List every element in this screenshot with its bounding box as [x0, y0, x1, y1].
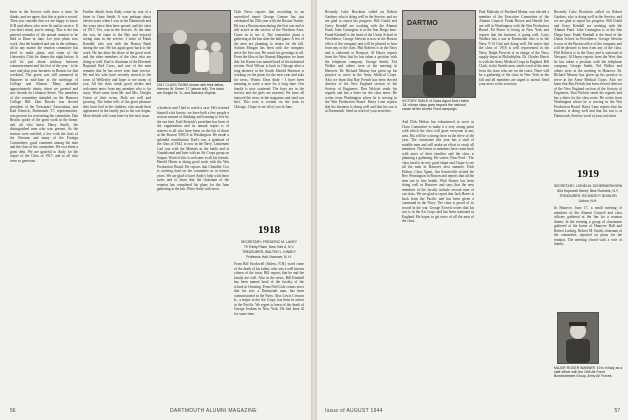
right-column-4-continued: [554, 206, 622, 306]
right-column-4-continued-text: In Hanover, June 17, a small meeting of members of the Alumni Council and class officers gathered at the Inn for a reunion dinner. In the evening a group of classmates gathered at the home of Hanover Hall and Robert Ludwig. Robert M. Smith, chairman of the committee, reported on plans for the reunion. The meeting closed with a vote of thanks.: [554, 206, 622, 246]
major-warner-caption: MAJOR ROGER WARNER '19 is in Italy as a staff officer with the 15th Air Force Bombardment Group, Army Air Forces.: [554, 366, 622, 379]
left-column-3: [157, 106, 229, 400]
class-twins-photo-art: [158, 11, 230, 81]
secretary-1919: SECRETARY, LIONELM. SCHERMERHORN: [554, 184, 623, 188]
right-column-2-text: And Dick Holton has volunteered to serve as Class Committee to make it a very strong point with which the class will greet everyone in any area. His will be a strong force in the drive of the year. The committee this year has a staff of notable men and will make an effort to reach all members. The letters to members have come back with news of their families and the class is planning a gathering. He writes: Dear Fred - The class fund is in very good shape and I hope to see all the men in Hanover next summer. Dick Holton, Class Agent. Jim Somerville visited the Rev. Pennington in Boston and reports that all the men are in fine health. Walt Kinsey has been doing well in Hanover and says that the new members of the faculty include several men of our class. We are glad to report that Jack Harris is back from the Pacific and has been given a command in the Navy. The class is proud of its record in the war. George Everett writes that his son is in the Air Corps and has been stationed in England. He hopes to get news of all the men of the class.: [402, 120, 474, 223]
right-column-1-text: Recently Luke Brockton called on Robert Gardner, who is doing well in the Service, and we are glad to report his progress. Bill Gould and Gerry Kendall are working with the Alumni Fund. John Carrington is at the San Diego base. Frank Kimball is the head of the Union School in Providence. George Stevens is now at the Boston office of the company and will be pleased to hear from any of the class. Phil Roberts is in the Navy and is stationed at Newport. Al Hayes reports from the West that he has taken a position with the telephone company. George Smith, Ted Walker and others were at the meeting in Hanover. Dr. Richard Murray has given up his practice to serve in the Army Medical Corps. Also we learn that Ray French has been elected director of the New England section of the Society of Engineers. Don Wolcott sends his regards and has a letter for the class notes. He writes from Washington where he is serving in the War Production Board. Harry Lane reports that his business is doing well and that his son is at Dartmouth. Send us word of your activities.: [325, 10, 397, 113]
right-folio: 57: [614, 408, 620, 414]
left-column-4-continued: [234, 262, 304, 392]
college-1919: Lisbon, N.H.: [578, 199, 598, 203]
class-year-1918: 1918: [258, 224, 280, 236]
class-agent-photo: [402, 10, 476, 98]
class-year-1919: 1919: [577, 168, 599, 180]
class-twins-photo: [157, 10, 231, 82]
left-column-4-text: Club News reports that according to an unverified report George Conner has just celebrated his 25th year with the Boston Transit. He was a Boston man during the first war and is still active in the service of the Northern Area. Come in to see it. The committee plans a gathering at the Inn after the ball game. A few of the men are planning to return for the fall. Ashton Morgan has been with the company since the first war. He sends his greetings to all. From the files of the Alumni Magazine we learn that Joe Keane was named head of the industrial section. Fred Wilson is back in Chicago after a long absence in the South. Harold Harrison is working on the plans for the next year and asks for news. Writes: Dear Andy - I have been meaning to write a note for a long time. Our family is now scattered. The boys are in the service and the girls are married. We have all enjoyed the news in the magazine and send our best. This note is written on the train to Chicago. I hope to see all of you in June.: [234, 10, 304, 109]
svg-text:DARTMO: DARTMO: [407, 20, 438, 27]
class-agent-photo-art: [403, 11, 475, 97]
secretary-1918: SECRETARY, FREDERIC M. LAHEY: [241, 240, 297, 244]
left-column-4-continued-text: From Bill Stockwell (Salem, N.H.) word came of the death of his father, who was a well known citizen of the town. Bill reports that he and the family are well. Also in the news, Bill Kimball has been named head of the faculty of the school in Ossining. From Ned Lisle comes news that his son, a Dartmouth man, has been commissioned in the Navy. Also Lewis Cresson Jr., a major in the Air Corps, has been in action in the Pacific. We regret to learn of the death of George Jenkins in New York. He had been ill for some time.: [234, 262, 304, 316]
right-footer: Issue of AUGUST 1944: [325, 408, 383, 414]
right-column-1: [325, 10, 397, 400]
right-column-3: [479, 10, 549, 400]
right-column-4-text: Recently Luke Brockton called on Robert Gardner, who is doing well in the Service, and we are glad to report his progress. Bill Gould and Gerry Kendall are working with the Alumni Fund. John Carrington is at the San Diego base. Frank Kimball is the head of the Union School in Providence. George Stevens is now at the Boston office of the company and will be pleased to hear from any of the class. Phil Roberts is in the Navy and is stationed at Newport. Al Hayes reports from the West that he has taken a position with the telephone company. George Smith, Ted Walker and others were at the meeting in Hanover. Dr. Richard Murray has given up his practice to serve in the Army Medical Corps. Also we learn that Ray French has been elected director of the New England section of the Society of Engineers. Don Wolcott sends his regards and has a letter for the class notes. He writes from Washington where he is serving in the War Production Board. Harry Lane reports that his business is doing well and that his son is at Dartmouth. Send us word of your activities.: [554, 10, 622, 118]
treasurer-1919: TREASURER, RICHARD P. BOWLER: [559, 194, 617, 198]
major-warner-photo: [557, 312, 599, 364]
class-agent-caption: VICTORY SMILE of Class Agent Dick Holton '18, whose class goes beyond the national cause all the Alumni Fund campaign.: [402, 99, 470, 112]
address-1918: 79 Trinity Place, New York 6, N.Y.: [243, 245, 295, 249]
left-column-1: [10, 10, 78, 400]
left-column-4: [234, 10, 304, 220]
right-column-4: [554, 10, 622, 160]
right-column-2: [402, 120, 474, 400]
college-1918: Professor Hall, Hanover, N. H.: [246, 255, 292, 259]
right-column-3-text: Paul Mulcahy of Portland Maine, was elected a member of the Executive Committee of the Alumni Council. Frank Brown and Harold Lee are still in Washington with the War Production Board. Ed Porter is living in New York and reports that the business is going well. Larry Wallace has a son at Dartmouth who is in the Navy V-12 Unit and doing well. He writes that the class of 1918 is well represented in the Navy. Ralph Prescott is in charge of the Navy supply depot at Philadelphia. Dr. Charles Harris is with the Army Medical Corps in England. Bill Clark, in the Seattle area, sends word of the men from the class who are on the coast. There will be a gathering of the class in New York in the fall and all members are urged to attend. Send your news to the secretary.: [479, 10, 549, 86]
major-warner-photo-art: [558, 313, 598, 363]
left-column-3-text: a brothers and I had to watch a case. He's learned himself a bit knows, we have both a few people a serious minute of thinking and learning to live by the sea here. Karl Kenrick's president has been of the organization and its annual report is of interest to all who have been on the list of those at the Boston YMCA in Washington. He made a splendid contribution. Karl's son, a graduate of the class of 1942, is now in the Navy. Lieutenant Carl was with the Marines in the battle and at Guadalcanal and later with an Air Corps group on Saipan. Word of this is welcome to all his friends. Harold Harris is doing good work with the War Production Board. He reports that Chandler Cox is working hard on the committee as in former years. We are glad to have Andy's help with these notes and to learn that the chairman of the reunion has completed his plans for the June gathering at the Inn. Write Andy with news.: [157, 106, 229, 191]
left-column-2: [83, 10, 151, 400]
treasurer-1918: TREASURER, WALTER L. KINSEY: [242, 250, 296, 254]
left-footer: DARTMOUTH ALUMNI MAGAZINE: [170, 408, 257, 414]
left-page: [0, 0, 311, 420]
left-column-1-text: been in the Service with since a time, he thinks, and we agree, that this is quite a record. Then you consider that we are happy to know JCB and others who were fit and in service. If you don't mind, you're seeing. This is the last general reminder of the annual reunion to be held at Dune in June. Let your plans now work. Just the hundred and one in the ordinary, all in any matter the reunion committee has tried to make plans, and some of the University Club for dinner the night before. It will be just about midway between commencement and the first of the year - to be sure and plan your business in Boston for that weekend. The green was still unmarred in Hanover in mid-June at the meetings of College and Alumni. Many attended approximately ninety when we greeted and saw friends on Lebanon Street. The members of the committee attended on the Hanover College Hill. Dan Brooks was elected president of the Treasurers' Association, and Karl Kenrick, Dartmouth '17, representative, was present for overseeing the committee. Dan Brooks spoke of the great work in the home, and all who knew Harry Smith, the distinguished man who was present. As the seniors were notified, a few with the class of the Veterans and many of the Foreign Committees, good comment among the men and the class of the committee. We owe them a great debt. We are grateful to Andy for the report of the Class of 1917, and to all who were so generous.: [10, 10, 78, 163]
right-page: [317, 0, 628, 420]
class-twins-caption: 1917 CLASS TWINS shown with their father, Hermon W. Green '17 (above left). The twins are Dwight W. Jr., and Barbara Virginia.: [157, 83, 225, 96]
left-column-2-text: Further details from Andy come by way of a letter to Gene Smith. It was perhaps about eleven years when I was at the Dartmouth and the years since then have passed, and the class of 1917, Tex, was in the Service. At the time the war, he came to the Bay and enjoyed seeing men in the service. I write of Frank Kendall, who was with the Boston Bank during the war. He has again gone back to the work. He has done his share of the good work and the other members of the class who are doing so well. Karl is chairman of the Eleventh Regional Red Cross, and one of the men remarks that he has never seen finer service. He and his wife have recently moved to the town of Wellesley and hope to see many of you. All the class sends good wishes and welcomes news from any member who is far away. Word came from Mr. and Mrs. Dwight Green of their twins. Both are well and growing. The father tells of the great pleasure they have had in the children, who made their appearance in the family just as the war began. More details will come later for the next issue.: [83, 10, 151, 118]
left-folio: 56: [10, 408, 16, 414]
address-1919: 654 Hopewell Street, New Rochelle, N.Y.: [557, 189, 619, 193]
